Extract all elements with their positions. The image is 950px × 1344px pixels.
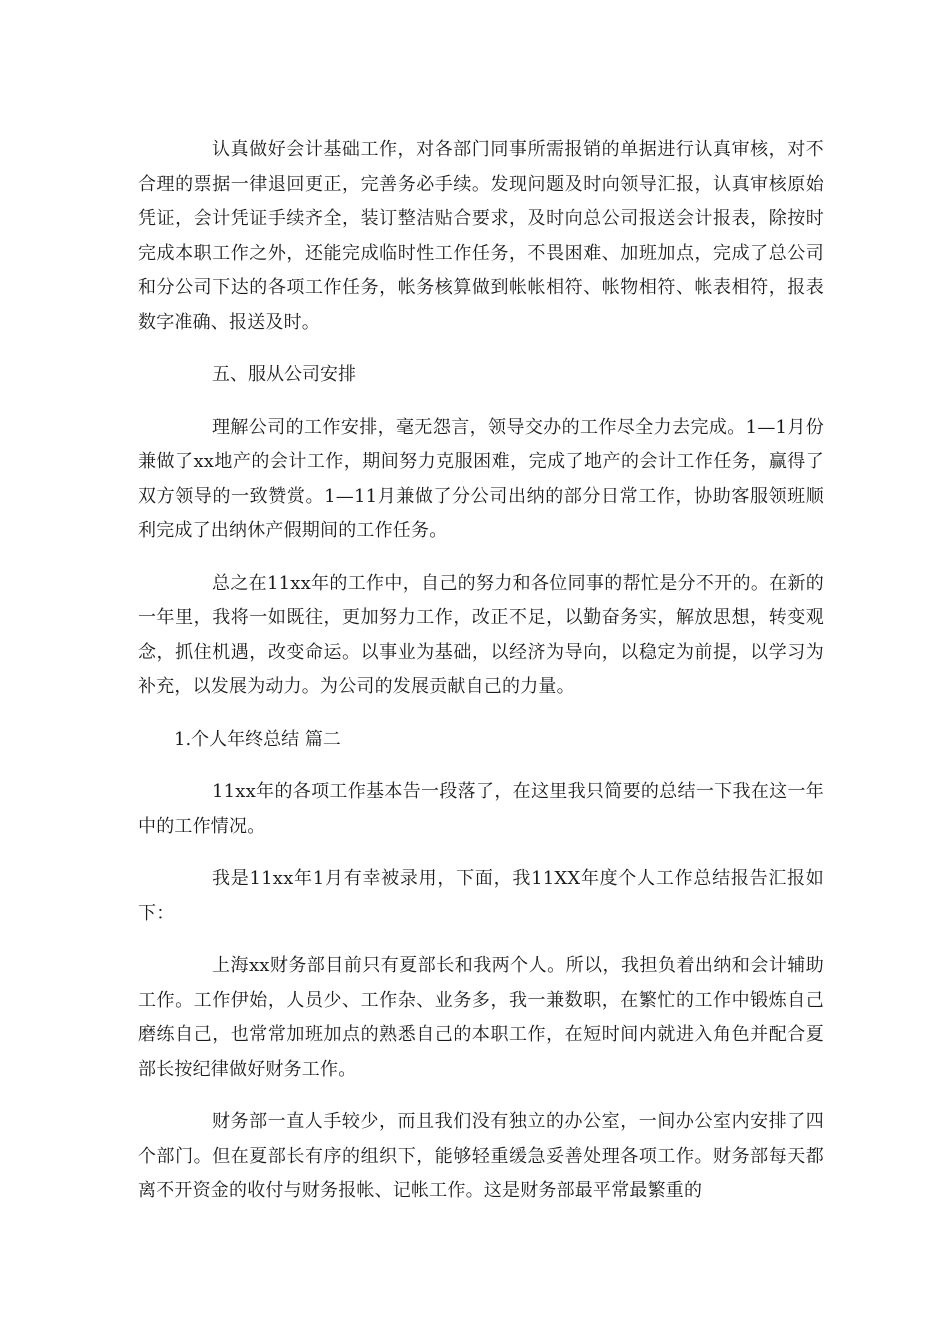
paragraph-hired-report: 我是11xx年1月有幸被录用，下面，我11XX年度个人工作总结报告汇报如下： xyxy=(138,868,824,924)
section-heading-part-two: 1.个人年终总结 篇二 xyxy=(174,728,341,750)
section-heading-obey-arrangement: 五、服从公司安排 xyxy=(212,364,356,385)
document-body xyxy=(138,133,824,1227)
paragraph-accounting-basics: 认真做好会计基础工作，对各部门同事所需报销的单据进行认真审核，对不合理的票据一律退回更正，完善务必手续。发现问题及时向领导汇报，认真审核原始凭证，会计凭证手续齐全，装订整洁贴合要求，及时向总公司报送会计报表，除按时完成本职工作之外，还能完成临时性工作任务，不畏困难、加班加点，完成了总公司和分公司下达的各项工作任务，帐务核算做到帐帐相符、帐物相符、帐表相符，报表数字准确、报送及时。 xyxy=(138,139,824,333)
paragraph-finance-dept-workload: 财务部一直人手较少，而且我们没有独立的办公室，一间办公室内安排了四个部门。但在夏部长有序的组织下，能够轻重缓急妥善处理各项工作。财务部每天都离不开资金的收付与财务报帐、记帐工作。这是财务部最平常最繁重的 xyxy=(138,1111,824,1201)
paragraph-understand-arrangement: 理解公司的工作安排，毫无怨言，领导交办的工作尽全力去完成。1—1月份兼做了xx地产的会计工作，期间努力克服困难，完成了地产的会计工作任务，赢得了双方领导的一致赞赏。1—11月兼做了分公司出纳的部分日常工作，协助客服领班顺利完成了出纳休产假期间的工作任务。 xyxy=(138,416,824,541)
paragraph-finance-dept-staff: 上海xx财务部目前只有夏部长和我两个人。所以，我担负着出纳和会计辅助工作。工作伊始，人员少、工作杂、业务多，我一兼数职，在繁忙的工作中锻炼自己磨练自己，也常常加班加点的熟悉自己的本职工作，在短时间内就进入角色并配合夏部长按纪律做好财务工作。 xyxy=(138,955,824,1080)
paragraph-conclusion: 总之在11xx年的工作中，自己的努力和各位同事的帮忙是分不开的。在新的一年里，我将一如既往，更加努力工作，改正不足，以勤奋务实，解放思想，转变观念，抓住机遇，改变命运。以事业为基础，以经济为导向，以稳定为前提，以学习为补充，以发展为动力。为公司的发展贡献自己的力量。 xyxy=(138,572,824,697)
paragraph-year-summary-intro: 11xx年的各项工作基本告一段落了，在这里我只简要的总结一下我在这一年中的工作情况。 xyxy=(138,781,824,837)
